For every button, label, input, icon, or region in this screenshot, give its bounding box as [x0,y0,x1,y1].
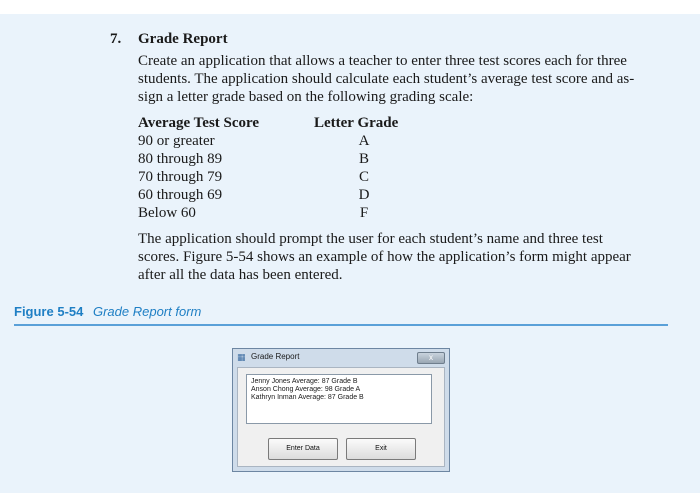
intro-line: sign a letter grade based on the following grading scale: [138,89,474,105]
intro-paragraph [138,52,668,106]
exit-button[interactable]: Exit [346,438,416,460]
output-listbox[interactable] [246,374,432,424]
score-range: 80 through 89 [138,151,223,167]
table-row [138,204,438,222]
table-row [138,186,438,204]
figure-caption [14,304,201,319]
figure-caption-text: Grade Report form [92,304,202,319]
table-row [138,168,438,186]
form-client-area [237,367,445,467]
list-item[interactable]: Jenny Jones Average: 87 Grade B [251,378,358,385]
score-range: 70 through 79 [138,169,223,185]
list-item[interactable]: Anson Chong Average: 98 Grade A [251,386,361,393]
outro-line: after all the data has been entered. [138,267,343,283]
list-item[interactable]: Kathryn Inman Average: 87 Grade B [251,394,364,401]
score-range: 90 or greater [138,133,215,149]
grading-scale-table [138,114,438,222]
grade-report-window [232,348,450,472]
enter-data-button[interactable]: Enter Data [268,438,338,460]
letter-grade: C [358,169,370,185]
exercise-number: 7. [110,31,122,47]
letter-grade: D [358,187,370,203]
figure-label: Figure 5-54 [14,304,84,319]
table-row [138,150,438,168]
caption-rule [14,324,668,326]
window-title: Grade Report [251,352,300,361]
header-letter-grade: Letter Grade [314,115,399,131]
score-range: Below 60 [138,205,196,221]
outro-line: scores. Figure 5-54 shows an example of how the application’s form might appear [138,249,631,265]
close-button[interactable]: x [417,352,445,364]
letter-grade: A [358,133,370,149]
score-range: 60 through 69 [138,187,223,203]
letter-grade: F [359,205,369,221]
table-row [138,132,438,150]
letter-grade: B [358,151,370,167]
form-icon: ▦ [237,352,246,362]
window-titlebar[interactable] [233,349,449,365]
exercise-title: Grade Report [138,31,228,47]
intro-line: Create an application that allows a teacher to enter three test scores each for three [138,53,627,69]
outro-line: The application should prompt the user for each student’s name and three test [138,231,603,247]
table-header-row [138,114,438,132]
header-average-score: Average Test Score [138,115,260,131]
outro-paragraph [138,230,668,284]
intro-line: students. The application should calculate each student’s average test score and as- [138,71,635,87]
